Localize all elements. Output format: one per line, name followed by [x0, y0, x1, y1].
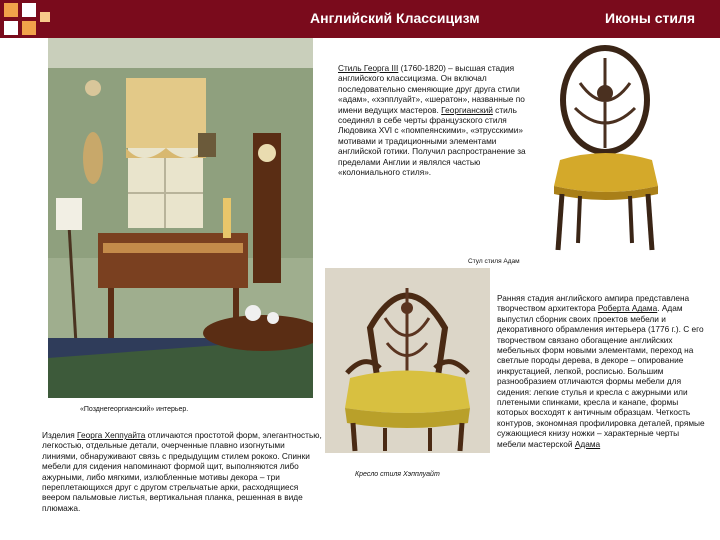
square-orange [22, 21, 36, 35]
adam-chair-art [540, 38, 670, 253]
intro-text-1: (1760-1820) – высшая стадия английского классицизма. Он включал последовательно сменяющие друг друга стили «адам», «хэпплуайт», «шератон», названные по имени ведущих мастеров. [338, 63, 525, 115]
square-white [22, 3, 36, 17]
hepplewhite-armchair-art [325, 268, 490, 453]
header-bar [0, 0, 720, 38]
hepplewhite-lead: Изделия [42, 430, 78, 440]
robert-adam-link[interactable]: Роберта Адама [597, 303, 658, 314]
square-light [40, 12, 50, 22]
adam-paragraph [497, 293, 707, 449]
hepplewhite-text: отличаются простотой форм, элегантностью, легкостью, отдельные детали, очерченные плавно изогнутыми линиями, обнаруживают связь с предыдущим стилем рококо. Спинки мебели для сидения напоминают формой щит, выполняются либо ажурными, либо мягкими, излюбленные мотивы декора – три переплетающихся друг с другом стрельчатые арки, расходящиеся веером пальмовые листья, вертикальная планка, решенная в виде плюмажа. [42, 430, 322, 513]
adam-chair-photo [540, 38, 670, 253]
square-white [4, 21, 18, 35]
section-title: Иконы стиля [605, 10, 696, 26]
hepplewhite-paragraph [42, 430, 322, 513]
adam-chair-caption: Стул стиля Адам [468, 258, 520, 265]
hepplewhite-link[interactable]: Георга Хеппуайта [77, 430, 146, 440]
george-iii-link[interactable]: Стиль Георга III [338, 63, 399, 73]
georgian-link[interactable]: Георгианский [441, 104, 493, 115]
square-orange [4, 3, 18, 17]
adam-link[interactable]: Адама [574, 438, 601, 449]
hepplewhite-armchair-photo [325, 268, 490, 453]
adam-lead: Ранняя стадия английского ампира представлена творчеством архитектора [497, 293, 690, 314]
interior-photo [48, 38, 313, 398]
decorative-squares [0, 0, 60, 38]
interior-caption: «Позднегеоргианский» интерьер. [80, 406, 189, 413]
armchair-caption: Кресло стиля Хэпплуайт [355, 471, 440, 478]
adam-text: . Адам выпустил сборник своих проектов мебели и декоративного обрамления интерьера (1776 г.). С его творчеством связано обогащение английских мебельных форм новыми элементами, переход на светлые породы дерева, в декоре – опирование инкрустацией, лепкой, росписью. Большим разнообразием отличаются формы мебели для сидения: легкие стулья и кресла с ажурными или плетеными спинками, кресла и канапе, формы которых восходят к античным образцам. Четкость контуров, экономная профилировка деталей, прямые сужающиеся книзу ножки – характерные черты мебели мастерской [497, 303, 705, 449]
page-title: Английский Классицизм [310, 10, 480, 26]
interior-photo-art [48, 38, 313, 398]
intro-text-2: стиль соединял в себе черты французского стиля Людовика XVI с «помпеянскими», «этрусскими» мотивами и традиционными элементами английской готики. Получил распространение за пределами Англии и являлся частью «колониального стиля». [338, 104, 526, 178]
intro-paragraph [338, 63, 538, 177]
